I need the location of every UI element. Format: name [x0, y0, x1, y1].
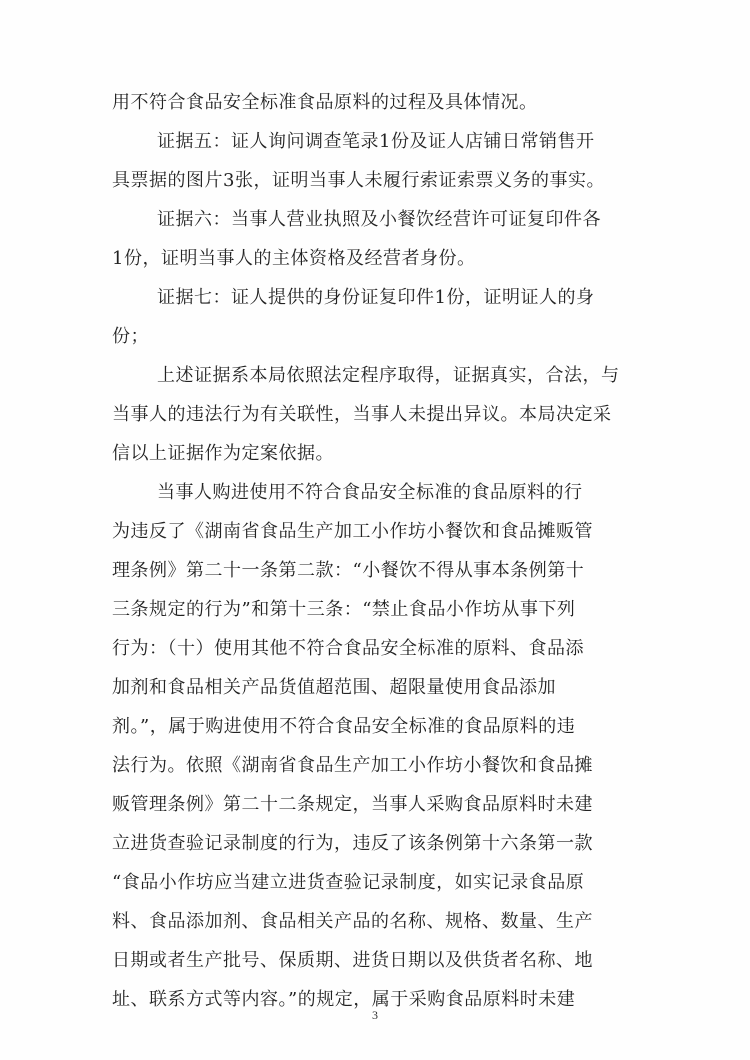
text-line: 份；: [112, 326, 149, 347]
text-line: 立进货查验记录制度的行为，违反了该条例第十六条第一款: [112, 833, 593, 854]
text-line: 加剂和食品相关产品货值超范围、超限量使用食品添加: [112, 677, 556, 698]
text-line: 法行为。依照《湖南省食品生产加工小作坊小餐饮和食品摊: [112, 755, 593, 776]
text-line: 1份，证明当事人的主体资格及经营者身份。: [112, 248, 476, 269]
text-line: 三条规定的行为”和第十三条：“禁止食品小作坊从事下列: [112, 599, 576, 620]
text-line: 行为：（十）使用其他不符合食品安全标准的原料、食品添: [112, 638, 584, 659]
text-line: 址、联系方式等内容。”的规定，属于采购食品原料时未建: [112, 989, 576, 1010]
text-line: “食品小作坊应当建立进货查验记录制度，如实记录食品原: [112, 872, 585, 893]
text-line: 证据五：证人询问调查笔录1份及证人店铺日常销售开: [157, 131, 595, 152]
text-line: 贩管理条例》第二十二条规定，当事人采购食品原料时未建: [112, 794, 593, 815]
text-line: 剂。”，属于购进使用不符合食品安全标准的食品原料的违: [112, 716, 576, 737]
text-line: 信以上证据作为定案依据。: [112, 443, 334, 464]
text-line: 理条例》第二十一条第二款：“小餐饮不得从事本条例第十: [112, 560, 585, 581]
text-line: 用不符合食品安全标准食品原料的过程及具体情况。: [112, 92, 538, 113]
text-line: 为违反了《湖南省食品生产加工小作坊小餐饮和食品摊贩管: [112, 521, 593, 542]
text-line: 上述证据系本局依照法定程序取得，证据真实，合法，与: [157, 365, 620, 386]
text-line: 证据六：当事人营业执照及小餐饮经营许可证复印件各: [157, 209, 601, 230]
page-number: 3: [372, 1008, 378, 1022]
text-line: 证据七：证人提供的身份证复印件1份，证明证人的身: [157, 287, 595, 308]
text-line: 日期或者生产批号、保质期、进货日期以及供货者名称、地: [112, 950, 593, 971]
text-line: 当事人购进使用不符合食品安全标准的食品原料的行: [157, 482, 583, 503]
text-line: 当事人的违法行为有关联性，当事人未提出异议。本局决定采: [112, 404, 612, 425]
text-line: 具票据的图片3张，证明当事人未履行索证索票义务的事实。: [112, 170, 605, 191]
text-line: 料、食品添加剂、食品相关产品的名称、规格、数量、生产: [112, 911, 593, 932]
